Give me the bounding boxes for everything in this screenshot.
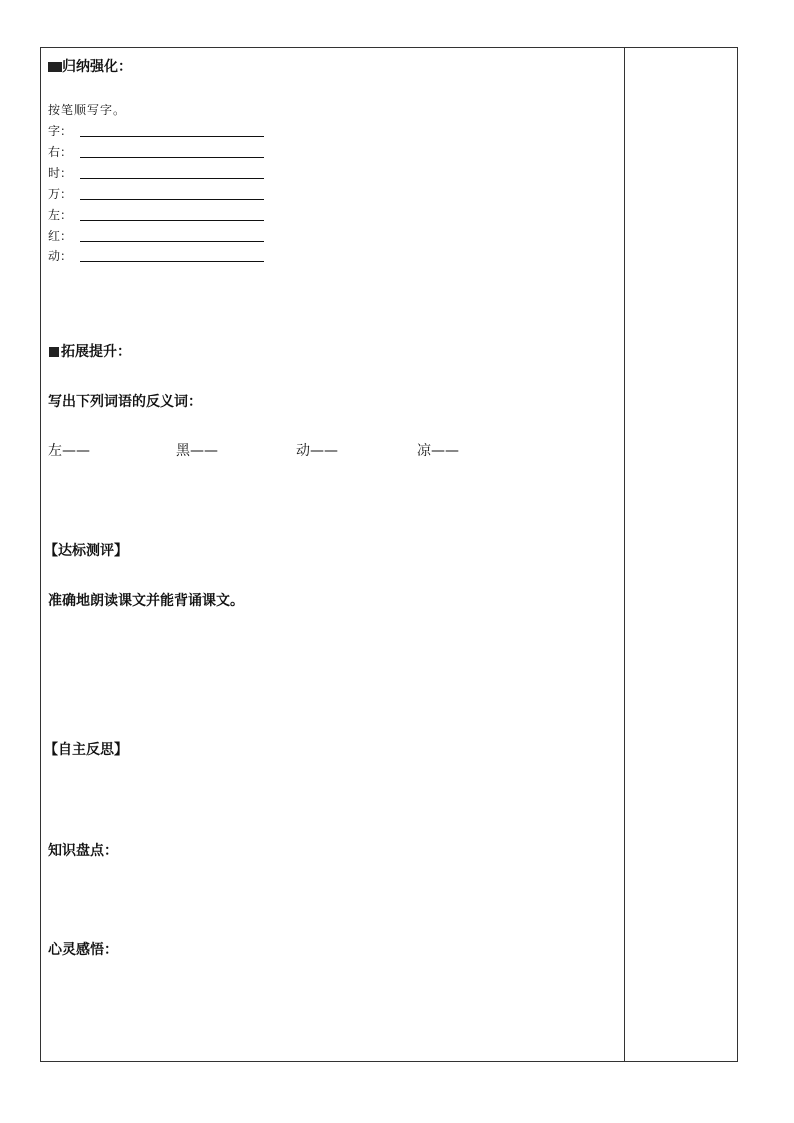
stroke-char-label: 左： [48, 208, 73, 222]
reflect-heading: 【自主反思】 [44, 742, 128, 758]
test-task-text: 准确地朗读课文并能背诵课文。 [48, 593, 244, 609]
stroke-char-label: 红： [48, 229, 73, 243]
stroke-char-label: 万： [48, 187, 73, 201]
antonym-instruction: 写出下列词语的反义词： [48, 394, 202, 410]
write-blank-line[interactable] [80, 157, 264, 158]
stroke-order-instruction: 按笔顺写字。 [48, 103, 127, 117]
stroke-char-label: 动： [48, 249, 73, 263]
write-blank-line[interactable] [80, 220, 264, 221]
feeling-label: 心灵感悟： [48, 942, 118, 958]
summary-heading: 归纳强化： [48, 56, 132, 76]
antonym-item-4: 凉—— [417, 443, 459, 459]
write-blank-line[interactable] [80, 261, 264, 262]
write-blank-line[interactable] [80, 136, 264, 137]
test-heading: 【达标测评】 [44, 543, 128, 559]
square-bullet-icon [48, 62, 62, 72]
write-blank-line[interactable] [80, 199, 264, 200]
antonym-item-3: 动—— [296, 443, 338, 459]
stroke-char-label: 时： [48, 166, 73, 180]
write-blank-line[interactable] [80, 241, 264, 242]
knowledge-label: 知识盘点： [48, 843, 118, 859]
write-blank-line[interactable] [80, 178, 264, 179]
antonym-item-2: 黑—— [176, 443, 218, 459]
stroke-char-label: 字： [48, 124, 73, 138]
column-divider [624, 47, 625, 1062]
antonym-item-1: 左—— [48, 443, 90, 459]
stroke-char-label: 右： [48, 145, 73, 159]
square-bullet-icon [49, 347, 59, 357]
extend-heading: 拓展提升： [49, 341, 131, 361]
